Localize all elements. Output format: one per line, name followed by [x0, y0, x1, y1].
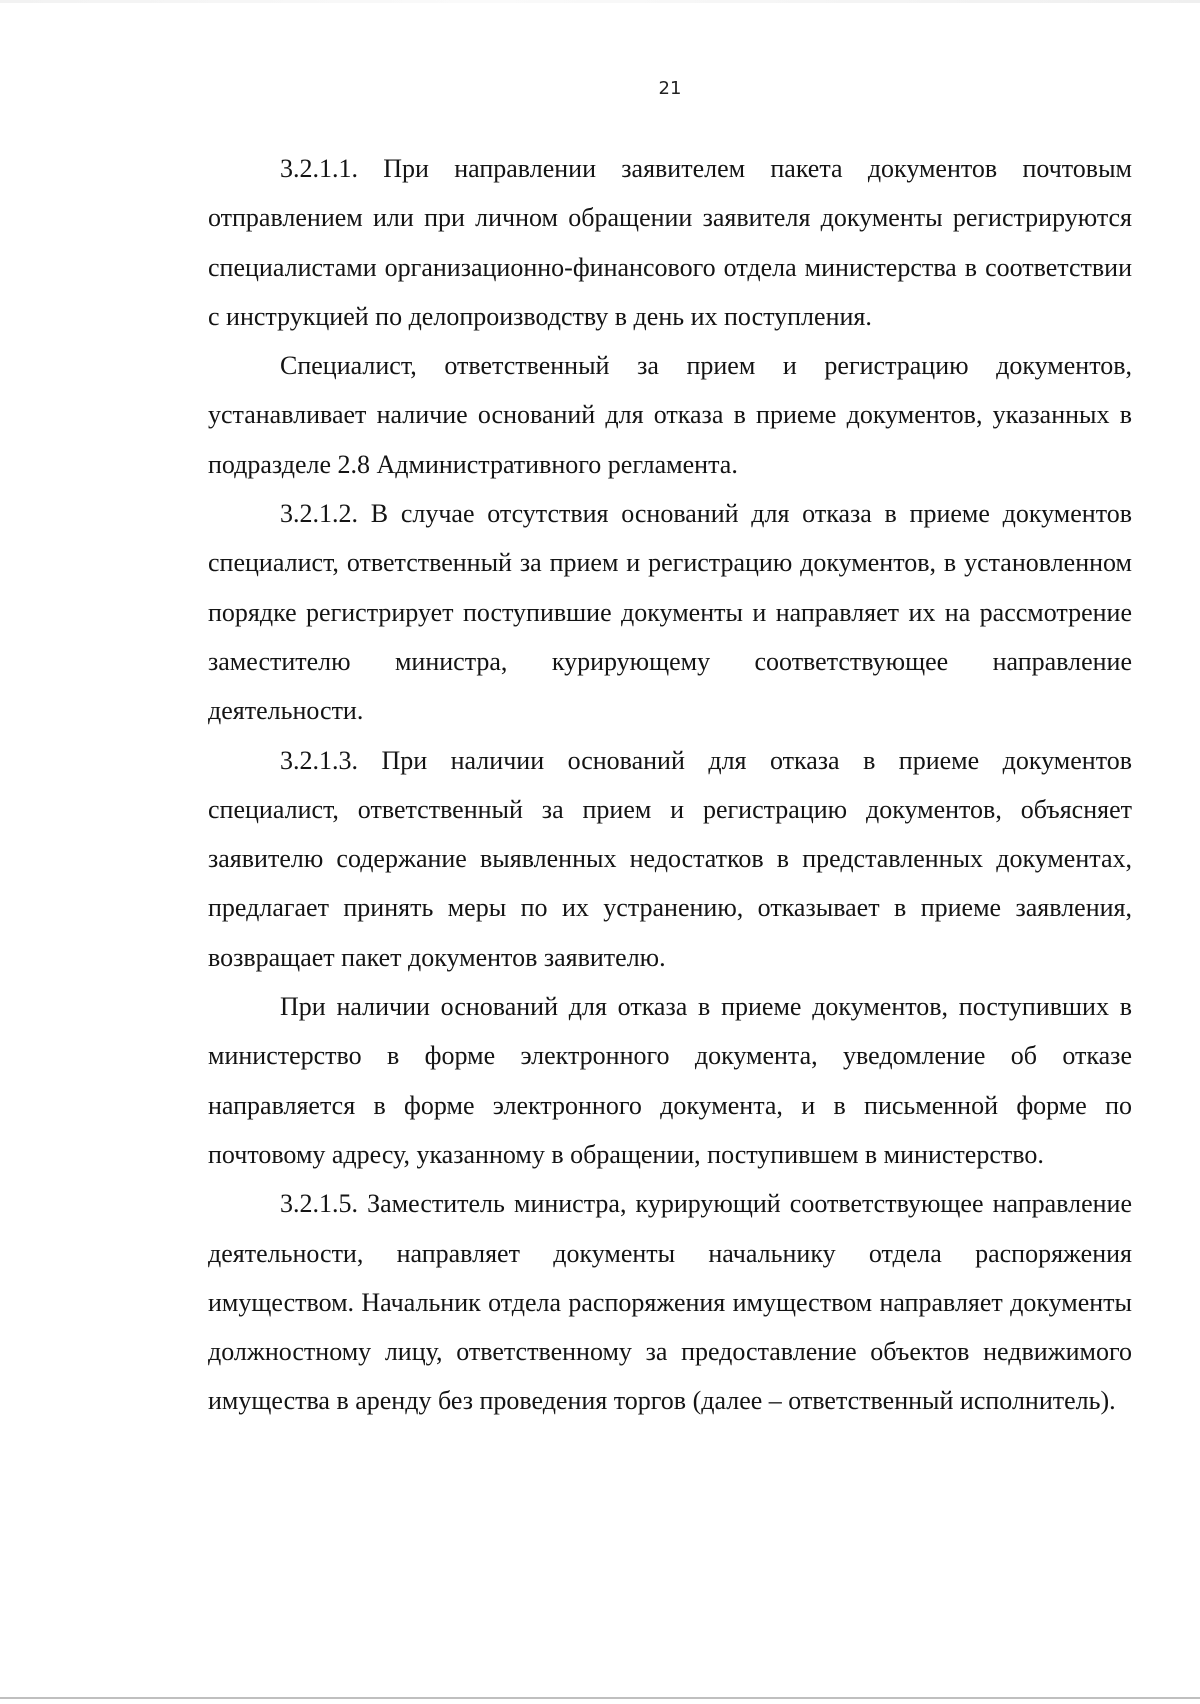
paragraph-electronic-refusal: При наличии оснований для отказа в приеме документов, поступивших в министерство в форме электронного документа, уведомление об отказе направляется в форме электронного документа, и в письменной форме по почтовому адресу, указанному в обращении, поступившем в министерство.: [208, 992, 1132, 1169]
scan-edge-top: [0, 0, 1200, 3]
paragraph-specialist-check: Специалист, ответственный за прием и регистрацию документов, устанавливает наличие оснований для отказа в приеме документов, указанных в подразделе 2.8 Административного регламента.: [208, 351, 1132, 479]
page-number: 21: [658, 78, 682, 99]
scan-edge-bottom: [0, 1697, 1200, 1699]
paragraph-3-2-1-2: 3.2.1.2. В случае отсутствия оснований для отказа в приеме документов специалист, ответственный за прием и регистрацию документов, в установленном порядке регистрирует поступившие документы и направляет их на рассмотрение заместителю министра, курирующему соответствующее направление деятельности.: [208, 499, 1132, 726]
paragraph-3-2-1-1: 3.2.1.1. При направлении заявителем пакета документов почтовым отправлением или при личном обращении заявителя документы регистрируются специалистами организационно-финансового отдела министерства в соответствии с инструкцией по делопроизводству в день их поступления.: [208, 154, 1132, 331]
paragraph-3-2-1-5: 3.2.1.5. Заместитель министра, курирующий соответствующее направление деятельности, направляет документы начальнику отдела распоряжения имуществом. Начальник отдела распоряжения имуществом направляет документы должностному лицу, ответственному за предоставление объектов недвижимого имущества в аренду без проведения торгов (далее – ответственный исполнитель).: [208, 1189, 1132, 1416]
paragraph-3-2-1-3: 3.2.1.3. При наличии оснований для отказа в приеме документов специалист, ответственный за прием и регистрацию документов, объясняет заявителю содержание выявленных недостатков в представленных документах, предлагает принять меры по их устранению, отказывает в приеме заявления, возвращает пакет документов заявителю.: [208, 745, 1132, 972]
document-body: [208, 144, 1132, 1426]
